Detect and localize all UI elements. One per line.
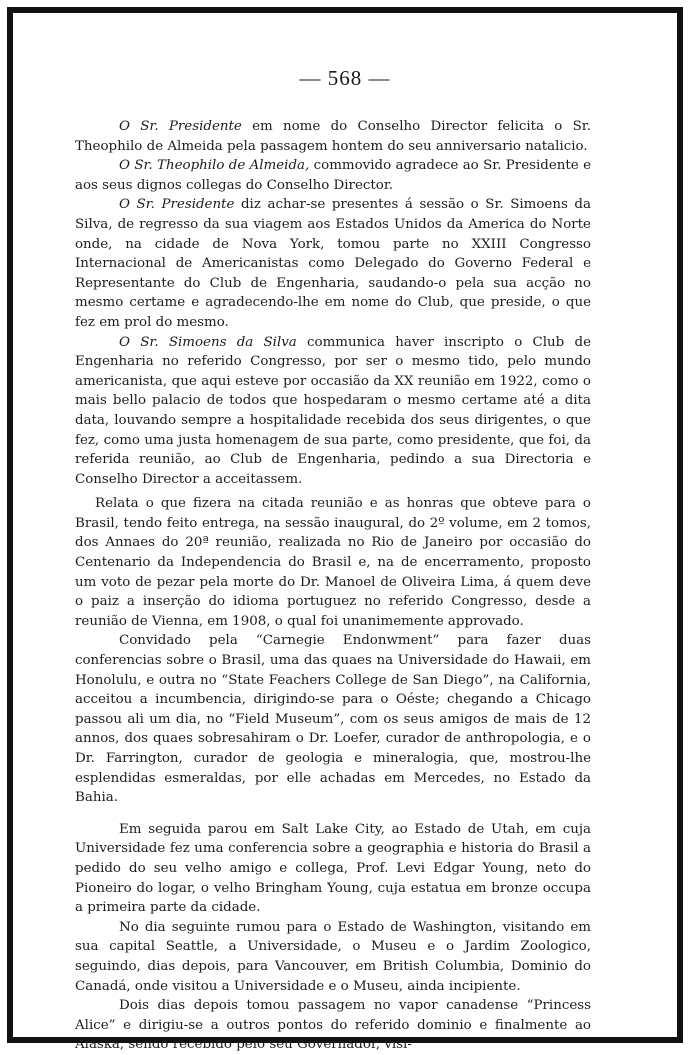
paragraph-text: diz achar-se presentes á sessão o Sr. Simoens da Silva, de regresso da sua viagem aos Estados Unidos da America do Norte onde, na cidade de Nova York, tomou parte no XXIII Congresso Internacional de Americanistas como Delegado do Governo Federal e Representante do Club de Engenharia, saudando-o pela sua acção no mesmo certame e agradecendo-lhe em nome do Club, que preside, o que fez em prol do mesmo. bbox=[75, 197, 591, 330]
paragraph-4 bbox=[75, 333, 591, 490]
document-body bbox=[75, 117, 591, 1055]
paragraph-6: Convidado pela “Carnegie Endonwment” para fazer duas conferencias sobre o Brasil, uma das quaes na Universidade do Hawaii, em Honolulu, e outra no “State Feachers College de San Diego”, na California, acceitou a incumbencia, dirigindo-se para o Oéste; chegando a Chicago passou ali um dia, no “Field Museum”, com os seus amigos de mais de 12 annos, dos quaes sobresahiram o Dr. Loefer, curador de anthropologia, e o Dr. Farrington, curador de geologia e mineralogia, que, mostrou-lhe esplendidas esmeraldas, por elle achadas em Mercedes, no Estado da Bahia. bbox=[75, 633, 591, 806]
speaker-name: O Sr. Presidente bbox=[119, 197, 235, 213]
paragraph-2 bbox=[75, 156, 591, 195]
paragraph-9: Dois dias depois tomou passagem no vapor canadense “Princess Alice” e dirigiu-se a outros pontos do referido dominio e finalmente ao Alaska, sendo recebido pelo seu Governador, visi- bbox=[75, 998, 591, 1053]
speaker-name: O Sr. Theophilo de Almeida, bbox=[119, 158, 310, 174]
paragraph-7: Em seguida parou em Salt Lake City, ao Estado de Utah, em cuja Universidade fez uma conferencia sobre a geographia e historia do Brasil a pedido do seu velho amigo e collega, Prof. Levi Edgar Young, neto do Pioneiro do logar, o velho Bringham Young, cuja estatua em bronze occupa a primeira parte da cidade. bbox=[75, 821, 591, 916]
paragraph-text: em nome do Conselho Director felicita o Sr. Theophilo de Almeida pela passagem hontem do seu anniversario natalicio. bbox=[75, 119, 591, 154]
speaker-name: O Sr. Presidente bbox=[119, 119, 242, 134]
page-number: — 568 — bbox=[299, 66, 391, 90]
paragraph-8: No dia seguinte rumou para o Estado de Washington, visitando em sua capital Seattle, a Universidade, o Museu e o Jardim Zoologico, seguindo, dias depois, para Vancouver, em British Columbia, Dominio do Canadá, onde visitou a Universidade e o Museu, ainda incipiente. bbox=[75, 919, 591, 994]
paragraph-3 bbox=[75, 195, 591, 332]
paragraph-5: Relata o que fizera na citada reunião e as honras que obteve para o Brasil, tendo feito entrega, na sessão inaugural, do 2º volume, em 2 tomos, dos Annaes do 20ª reunião, realizada no Rio de Janeiro por occasião do Centenario da Independencia do Brasil e, na de encerramento, proposto um voto de pezar pela morte do Dr. Manoel de Oliveira Lima, á quem deve o paiz a inserção do idioma portuguez no referido Congresso, desde a reunião de Vienna, em 1908, o qual foi unanimemente approvado. bbox=[75, 496, 591, 629]
paragraph-text: commovido agradece ao Sr. Presidente e aos seus dignos collegas do Conselho Director. bbox=[75, 158, 591, 193]
speaker-name: O Sr. Simoens da Silva bbox=[119, 334, 297, 350]
paragraph-1 bbox=[75, 117, 591, 156]
paragraph-text: communica haver inscripto o Club de Engenharia no referido Congresso, por ser o mesmo tido, pelo mundo americanista, que aqui esteve por occasião da XX reunião em 1922, como o mais bello palacio de todos que hospedaram o mesmo certame até a dita data, louvando sempre a hospitalidade recebida dos seus dirigentes, o que fez, como uma justa homenagem de sua parte, como presidente, que foi, da referida reunião, ao Club de Engenharia, pedindo a sua Directoria e Conselho Director a acceitassem. bbox=[75, 334, 591, 487]
